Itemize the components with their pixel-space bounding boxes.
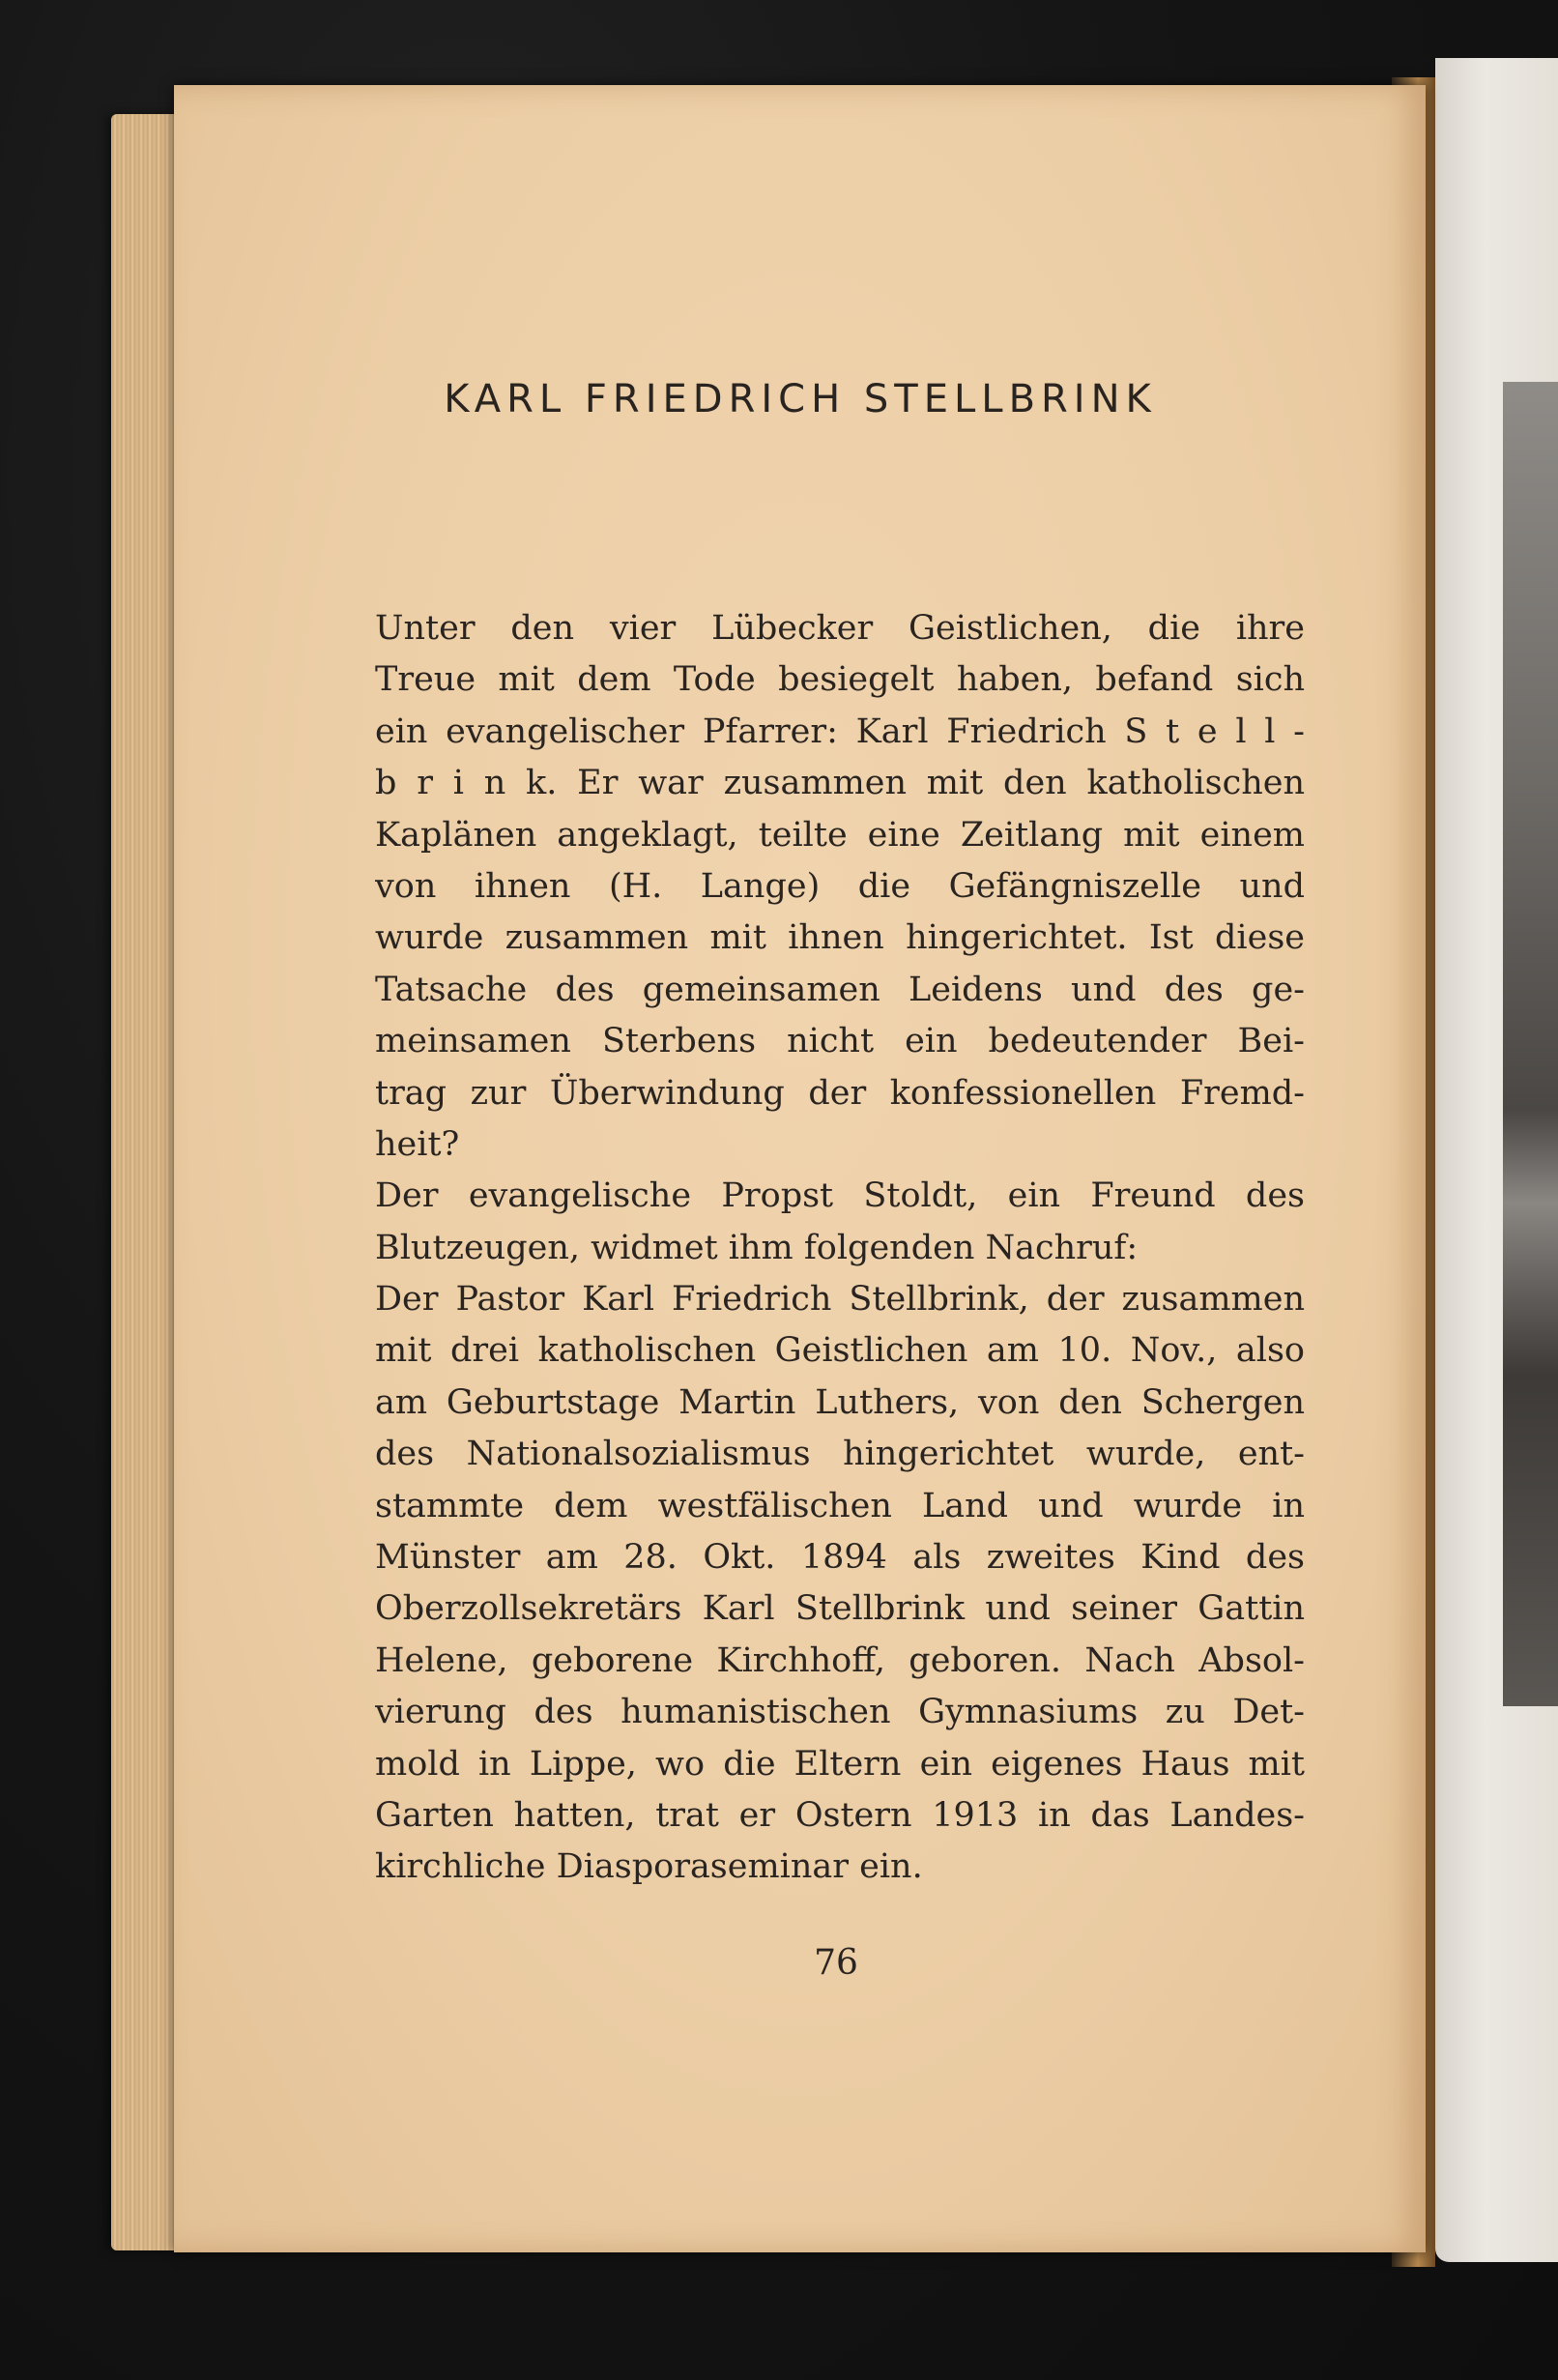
text-line: mit drei katholischen Geistlichen am 10. Nov., also — [375, 1331, 1305, 1371]
text-line: stammte dem westfälischen Land und wurde in — [375, 1486, 1305, 1525]
text-line: des Nationalsozialismus hingerichtet wurde, ent- — [375, 1435, 1305, 1474]
facing-page-photo — [1503, 382, 1558, 1706]
page-number: 76 — [814, 1943, 858, 1983]
text-line: von ihnen (H. Lange) die Gefängniszelle und — [375, 866, 1305, 906]
text-line: vierung des humanistischen Gymnasiums zu Det- — [375, 1693, 1305, 1732]
text-line: Der evangelische Propst Stoldt, ein Freund des — [375, 1176, 1305, 1216]
text-line: am Geburtstage Martin Luthers, von den Schergen — [375, 1382, 1305, 1422]
text-line: kirchliche Diasporaseminar ein. — [375, 1847, 923, 1887]
text-line: wurde zusammen mit ihnen hingerichtet. Ist diese — [375, 918, 1305, 958]
text-line: b r i n k. Er war zusammen mit den katholischen — [375, 764, 1305, 803]
text-line: Helene, geborene Kirchhoff, geboren. Nach Absol- — [375, 1640, 1305, 1680]
text-line: mold in Lippe, wo die Eltern ein eigenes Haus mit — [375, 1744, 1305, 1784]
text-line: trag zur Überwindung der konfessionellen Fremd- — [375, 1073, 1305, 1113]
body-text — [375, 603, 1305, 1894]
text-line: Kaplänen angeklagt, teilte eine Zeitlang mit einem — [375, 815, 1305, 855]
text-line: Unter den vier Lübecker Geistlichen, die ihre — [375, 609, 1305, 648]
text-line: Treue mit dem Tode besiegelt haben, befand sich — [375, 660, 1305, 700]
text-line: Münster am 28. Okt. 1894 als zweites Kind des — [375, 1538, 1305, 1578]
text-line: Der Pastor Karl Friedrich Stellbrink, der zusammen — [375, 1280, 1305, 1320]
text-line: heit? — [375, 1124, 460, 1164]
text-line: Tatsache des gemeinsamen Leidens und des ge- — [375, 970, 1305, 1009]
text-line: Garten hatten, trat er Ostern 1913 in das Landes- — [375, 1795, 1305, 1835]
text-line: meinsamen Sterbens nicht ein bedeutender Bei- — [375, 1022, 1305, 1061]
text-line: Oberzollsekretärs Karl Stellbrink und seiner Gattin — [375, 1589, 1305, 1629]
text-line: ein evangelischer Pfarrer: Karl Friedrich S t e l l - — [375, 711, 1305, 751]
text-line: Blutzeugen, widmet ihm folgenden Nachruf: — [375, 1228, 1139, 1267]
chapter-heading: KARL FRIEDRICH STELLBRINK — [444, 377, 1157, 421]
